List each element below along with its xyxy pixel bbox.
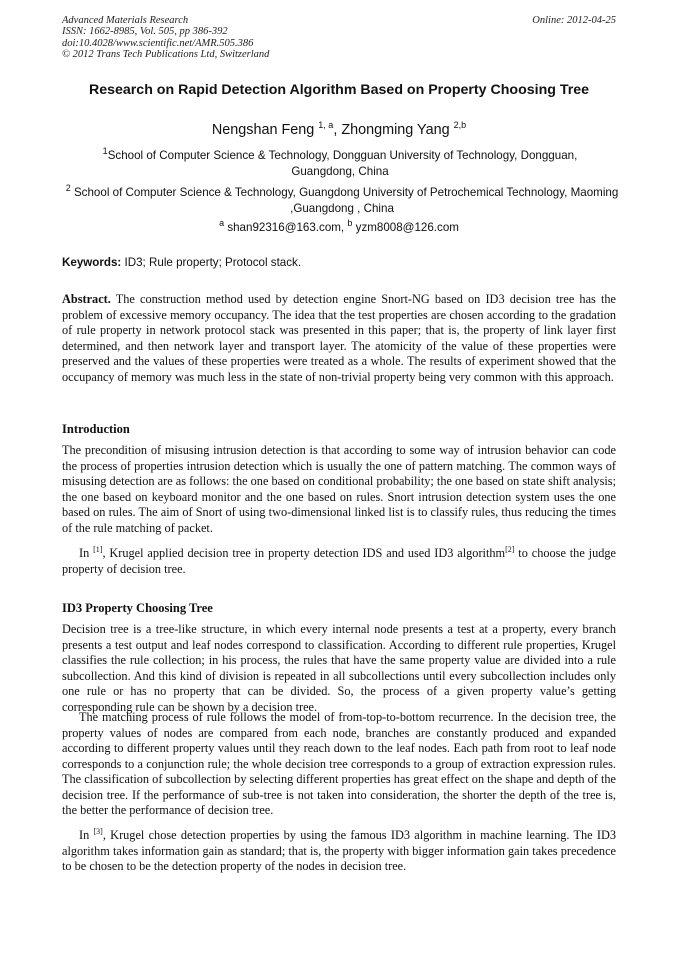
intro-p2-text-b: , Krugel applied decision tree in property detection IDS and used ID3 algorithm [102, 546, 506, 560]
introduction-paragraph-2 [62, 546, 616, 577]
author-2-sup: 2,b [453, 120, 467, 131]
email-a-sup: a [219, 218, 225, 229]
id3-heading: ID3 Property Choosing Tree [62, 601, 213, 615]
introduction-paragraph-1: The precondition of misusing intrusion detection is that according to some way of intrusion behavior can code the process of properties intrusion detection which is usually the one of pattern matching. The common ways of misusing detection are as follows: the one based on conditional probability; the one based on state shift analysis; the one based on keyboard monitor and the one based on rules. Snort intrusion detection system uses the one based on rules. The aim of Snort of using two-dimensional linked list is to classify rules, thus reducing the times of the rule matching of packet. [62, 443, 616, 535]
email-a[interactable]: shan92316@163.com, [227, 221, 345, 234]
id3-p3-text-b: , Krugel chose detection properties by using the famous ID3 algorithm in machine learning. The ID3 algorithm takes information gain as standard; that is, the property with bigger information gain takes precedence to be chosen to be the detection property of the nodes in decision tree. [62, 828, 616, 874]
email-b-sup: b [347, 218, 353, 229]
author-1-sup: 1, a [318, 120, 334, 131]
affiliation-1 [100, 148, 580, 180]
keywords-text: ID3; Rule property; Protocol stack. [124, 256, 302, 269]
abstract [62, 292, 616, 385]
affiliation-2 [62, 185, 622, 217]
email-line [62, 220, 616, 236]
affiliation-1-text: School of Computer Science & Technology, Dongguan University of Technology, Dongguan, Guangdong, China [107, 149, 578, 178]
id3-paragraph-1: Decision tree is a tree-like structure, in which every internal node presents a test at a property, every branch presents a test output and leaf nodes correspond to classification. According to different rule properties, Krugel classifies the rule collection; in his process, the rules that have the same property value are divided into a rule subcollection. And this kind of division is repeated in all subcollections until every subcollection includes only one rule or has no property that can be divided. So, the process of a given property value’s getting corresponding rule can be shown by a decision tree. [62, 622, 616, 714]
abstract-label: Abstract. [62, 292, 111, 306]
paper-title: Research on Rapid Detection Algorithm Based on Property Choosing Tree [88, 82, 590, 98]
email-b[interactable]: yzm8008@126.com [355, 221, 459, 234]
issn: ISSN: 1662-8985, Vol. 505, pp 386-392 [62, 26, 228, 38]
keywords-label: Keywords: [62, 256, 122, 269]
copyright: © 2012 Trans Tech Publications Ltd, Switzerland [62, 48, 270, 60]
author-separator: , [333, 122, 342, 138]
keywords [62, 256, 616, 269]
citation-1: [1] [93, 544, 103, 554]
introduction-heading: Introduction [62, 422, 130, 436]
citation-2: [2] [505, 544, 515, 554]
abstract-text: The construction method used by detection engine Snort-NG based on ID3 decision tree has the problem of excessive memory occupancy. The idea that the test properties are chosen according to the gradation of rule property in network protocol stack was presented in this paper; that is, the property of link layer first determined, and then network layer and transport layer. The atomicity of the value of these properties were preserved and the values of these properties were treated as a whole. The results of experiment showed that the occupancy of memory was much less in the state of non-trivial property being very common with this approach. [62, 292, 616, 384]
affiliation-2-num: 2 [65, 183, 71, 194]
doi: doi:10.4028/www.scientific.net/AMR.505.386 [62, 37, 254, 49]
citation-3: [3] [93, 826, 103, 836]
id3-p3-text-a: In [79, 828, 94, 842]
author-1: Nengshan Feng [211, 122, 315, 138]
affiliation-1-num: 1 [102, 146, 108, 157]
journal-header [62, 15, 616, 60]
online-date: Online: 2012-04-25 [532, 15, 616, 26]
id3-paragraph-2: The matching process of rule follows the model of from-top-to-bottom recurrence. In the decision tree, the property values of nodes are compared from each node, branches are constantly produced and expanded according to different property values until they reach down to the leaf nodes. Each path from root to leaf node corresponds to a conjunction rule; the whole decision tree corresponds to a group of extraction expression rules. The classification of subcollection by selecting different properties has great effect on the shape and depth of the decision tree. If the performance of sub-tree is not taken into consideration, the shorter the depth of the tree is, the better the performance of decision tree. [62, 710, 616, 818]
author-list [62, 122, 616, 138]
intro-p2-text-a: In [79, 546, 94, 560]
author-2: Zhongming Yang [341, 122, 450, 138]
intro-p2-text-c: to choose the judge property of decision tree. [62, 546, 616, 576]
id3-paragraph-3 [62, 828, 616, 875]
journal-name: Advanced Materials Research [62, 15, 189, 26]
affiliation-2-text: School of Computer Science & Technology, Guangdong University of Petrochemical Technology, Maoming ,Guangdong , China [73, 186, 619, 215]
